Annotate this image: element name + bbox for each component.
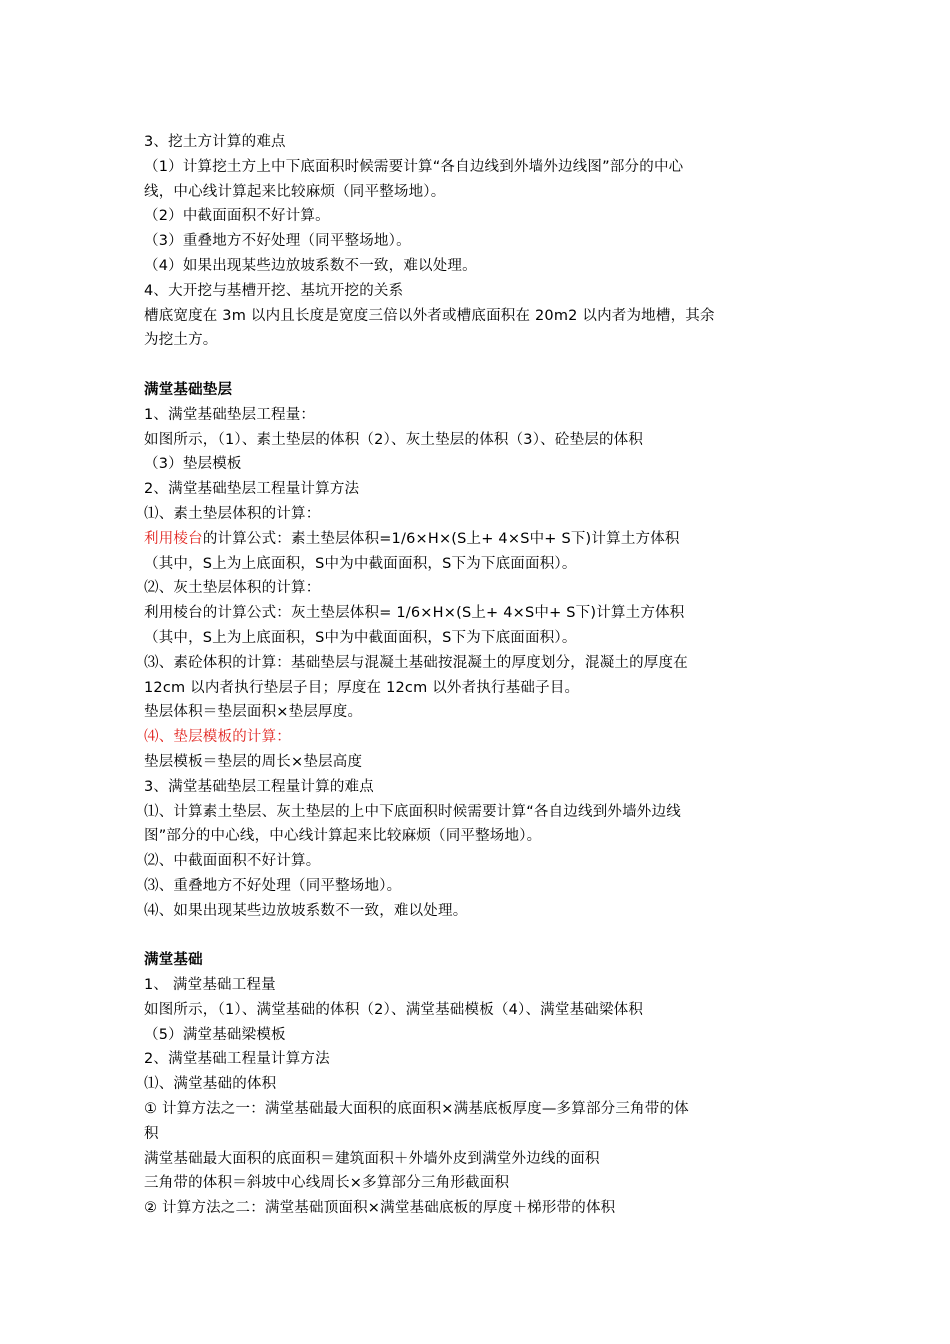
foundation-line-4: 2、满堂基础工程量计算方法	[144, 1051, 330, 1068]
excavation-item-1b: 线，中心线计算起来比较麻烦（同平整场地）。	[144, 183, 446, 200]
cushion-concrete-line-1: ⑶、素砼体积的计算：基础垫层与混凝土基础按混凝土的厚度划分，混凝土的厚度在	[144, 654, 688, 671]
document-page	[144, 130, 809, 1221]
cushion-formula-1-note: （其中，S上为上底面积，S中为中截面面积，S下为下底面面积）。	[144, 555, 577, 572]
cushion-formula-2: 利用棱台的计算公式：灰土垫层体积= 1/6×H×(S上+ 4×S中+ S下)计算土方体积	[144, 605, 685, 622]
foundation-line-3: （5）满堂基础梁模板	[144, 1026, 286, 1043]
section-spacer	[144, 924, 809, 949]
cushion-lime-title: ⑵、灰土垫层体积的计算：	[144, 580, 321, 597]
cushion-line-1: 1、满堂基础垫层工程量：	[144, 406, 316, 423]
cushion-formula-1-red-term: 利用棱台	[144, 530, 203, 547]
excavation-item-1a: （1）计算挖土方上中下底面积时候需要计算“各自边线到外墙外边线图”部分的中心	[144, 158, 684, 175]
cushion-line-4: 2、满堂基础垫层工程量计算方法	[144, 481, 360, 498]
foundation-heading: 满堂基础	[144, 952, 203, 969]
cushion-formula-1	[144, 527, 809, 552]
cushion-formula-2-note: （其中，S上为上底面积，S中为中截面面积，S下为下底面面积）。	[144, 629, 577, 646]
foundation-line-8: 满堂基础最大面积的底面积＝建筑面积＋外墙外皮到满堂外边线的面积	[144, 1150, 600, 1167]
foundation-line-1: 1、 满堂基础工程量	[144, 977, 276, 994]
excavation-relation-line-1: 槽底宽度在 3m 以内且长度是宽度三倍以外者或槽底面积在 20m2 以内者为地槽，其余	[144, 307, 715, 324]
foundation-line-5: ⑴、满堂基础的体积	[144, 1076, 277, 1093]
excavation-difficulty-title: 3、挖土方计算的难点	[144, 134, 286, 150]
excavation-item-4: （4）如果出现某些边放坡系数不一致，难以处理。	[144, 257, 477, 274]
foundation-line-6: ① 计算方法之一：满堂基础最大面积的底面积×满基底板厚度—多算部分三角带的体	[144, 1101, 689, 1118]
cushion-line-5: ⑴、素土垫层体积的计算：	[144, 505, 321, 522]
cushion-difficulty-line-1: ⑴、计算素土垫层、灰土垫层的上中下底面积时候需要计算“各自边线到外墙外边线	[144, 803, 681, 820]
cushion-line-3: （3）垫层模板	[144, 456, 242, 473]
excavation-item-2: （2）中截面面积不好计算。	[144, 208, 330, 225]
cushion-concrete-line-3: 垫层体积＝垫层面积×垫层厚度。	[144, 704, 363, 721]
excavation-relation-line-2: 为挖土方。	[144, 332, 218, 349]
excavation-item-3: （3）重叠地方不好处理（同平整场地）。	[144, 233, 411, 250]
cushion-difficulty-line-5: ⑷、如果出现某些边放坡系数不一致，难以处理。	[144, 902, 468, 919]
cushion-formwork-line: 垫层模板＝垫层的周长×垫层高度	[144, 753, 363, 770]
foundation-line-10: ② 计算方法之二：满堂基础顶面积×满堂基础底板的厚度＋梯形带的体积	[144, 1200, 616, 1217]
cushion-difficulty-line-2: 图”部分的中心线，中心线计算起来比较麻烦（同平整场地）。	[144, 828, 542, 845]
cushion-formwork-title: ⑷、垫层模板的计算：	[144, 729, 291, 746]
cushion-difficulty-line-3: ⑵、中截面面积不好计算。	[144, 853, 321, 870]
cushion-difficulty-title: 3、满堂基础垫层工程量计算的难点	[144, 778, 374, 795]
foundation-line-7: 积	[144, 1125, 159, 1142]
cushion-heading: 满堂基础垫层	[144, 381, 233, 398]
cushion-line-2: 如图所示，（1）、素土垫层的体积（2）、灰土垫层的体积（3）、砼垫层的体积	[144, 431, 644, 448]
excavation-relation-title: 4、大开挖与基槽开挖、基坑开挖的关系	[144, 282, 404, 299]
foundation-line-2: 如图所示，（1）、满堂基础的体积（2）、满堂基础模板（4）、满堂基础梁体积	[144, 1001, 644, 1018]
foundation-line-9: 三角带的体积＝斜坡中心线周长×多算部分三角形截面积	[144, 1175, 510, 1192]
cushion-difficulty-line-4: ⑶、重叠地方不好处理（同平整场地）。	[144, 877, 402, 894]
cushion-concrete-line-2: 12cm 以内者执行垫层子目；厚度在 12cm 以外者执行基础子目。	[144, 679, 580, 696]
section-spacer	[144, 353, 809, 378]
cushion-formula-1-rest: 的计算公式：素土垫层体积=1/6×H×(S上+ 4×S中+ S下)计算土方体积	[202, 530, 680, 547]
